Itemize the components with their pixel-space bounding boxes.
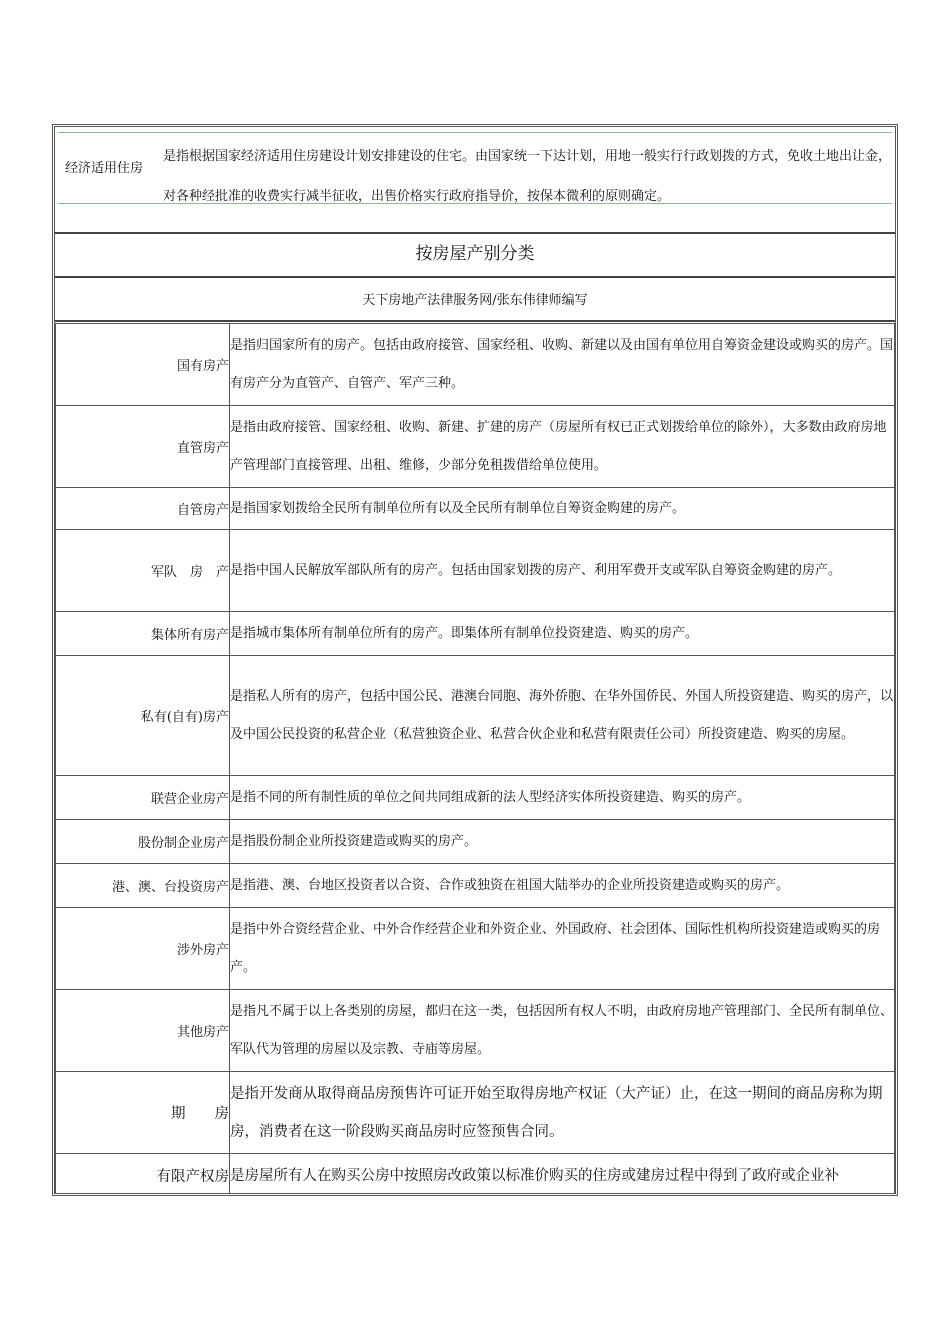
table-row bbox=[56, 324, 895, 406]
row-definition: 是指港、澳、台地区投资者以合资、合作或独资在祖国大陆举办的企业所投资建造或购买的房产。 bbox=[230, 864, 895, 908]
row-term: 其他房产 bbox=[56, 990, 230, 1072]
row-term: 港、澳、台投资房产 bbox=[56, 864, 230, 908]
classification-table bbox=[55, 323, 895, 1196]
table-row bbox=[56, 488, 895, 530]
row-term: 私有(自有)房产 bbox=[56, 656, 230, 776]
divider bbox=[58, 203, 892, 204]
table-row bbox=[56, 612, 895, 656]
document-frame bbox=[52, 124, 898, 1196]
row-definition: 是指国家划拨给全民所有制单位所有以及全民所有制单位自筹资金购建的房产。 bbox=[230, 488, 895, 530]
intro-term: 经济适用住房 bbox=[65, 161, 144, 176]
row-term: 期 房 bbox=[56, 1072, 230, 1154]
row-term: 联营企业房产 bbox=[56, 776, 230, 820]
intro-block bbox=[55, 127, 895, 231]
row-definition: 是指归国家所有的房产。包括由政府接管、国家经租、收购、新建以及由国有单位用自筹资金建设或购买的房产。国有房产分为直管产、自管产、军产三种。 bbox=[230, 324, 895, 406]
divider bbox=[55, 320, 895, 322]
row-term: 涉外房产 bbox=[56, 908, 230, 990]
row-definition: 是指城市集体所有制单位所有的房产。即集体所有制单位投资建造、购买的房产。 bbox=[230, 612, 895, 656]
row-term: 国有房产 bbox=[56, 324, 230, 406]
row-term: 直管房产 bbox=[56, 406, 230, 488]
row-definition: 是指中外合资经营企业、中外合作经营企业和外资企业、外国政府、社会团体、国际性机构所投资建造或购买的房产。 bbox=[230, 908, 895, 990]
row-definition: 是指不同的所有制性质的单位之间共同组成新的法人型经济实体所投资建造、购买的房产。 bbox=[230, 776, 895, 820]
table-row bbox=[56, 776, 895, 820]
row-term: 自管房产 bbox=[56, 488, 230, 530]
row-term: 股份制企业房产 bbox=[56, 820, 230, 864]
row-definition: 是指股份制企业所投资建造或购买的房产。 bbox=[230, 820, 895, 864]
table-row bbox=[56, 1072, 895, 1154]
row-definition: 是指私人所有的房产，包括中国公民、港澳台同胞、海外侨胞、在华外国侨民、外国人所投资建造、购买的房产，以及中国公民投资的私营企业（私营独资企业、私营合伙企业和私营有限责任公司）所投资建造、购买的房屋。 bbox=[230, 656, 895, 776]
table-row bbox=[56, 656, 895, 776]
divider bbox=[58, 132, 892, 133]
row-term: 军队 房 产 bbox=[56, 530, 230, 612]
table-row bbox=[56, 990, 895, 1072]
intro-definition: 是指根据国家经济适用住房建设计划安排建设的住宅。由国家统一下达计划，用地一般实行行政划拨的方式，免收土地出让金，对各种经批准的收费实行减半征收，出售价格实行政府指导价，按保本微利的原则确定。 bbox=[163, 149, 892, 204]
table-row bbox=[56, 406, 895, 488]
divider bbox=[55, 276, 895, 278]
table-row bbox=[56, 530, 895, 612]
row-definition: 是房屋所有人在购买公房中按照房改政策以标准价购买的住房或建房过程中得到了政府或企业补 bbox=[230, 1154, 895, 1197]
row-term: 集体所有房产 bbox=[56, 612, 230, 656]
table-row bbox=[56, 908, 895, 990]
row-definition: 是指由政府接管、国家经租、收购、新建、扩建的房产（房屋所有权已正式划拨给单位的除外），大多数由政府房地产管理部门直接管理、出租、维修，少部分免租拨借给单位使用。 bbox=[230, 406, 895, 488]
row-definition: 是指凡不属于以上各类别的房屋，都归在这一类，包括因所有权人不明，由政府房地产管理部门、全民所有制单位、军队代为管理的房屋以及宗教、寺庙等房屋。 bbox=[230, 990, 895, 1072]
section-title: 按房屋产别分类 bbox=[415, 244, 535, 264]
row-definition: 是指开发商从取得商品房预售许可证开始至取得房地产权证（大产证）止，在这一期间的商品房称为期房，消费者在这一阶段购买商品房时应签预售合同。 bbox=[230, 1072, 895, 1154]
row-term: 有限产权房 bbox=[56, 1154, 230, 1197]
row-definition: 是指中国人民解放军部队所有的房产。包括由国家划拨的房产、利用军费开支或军队自筹资金购建的房产。 bbox=[230, 530, 895, 612]
section-subtitle: 天下房地产法律服务网/张东伟律师编写 bbox=[362, 293, 588, 308]
table-row bbox=[56, 864, 895, 908]
divider bbox=[55, 232, 895, 234]
table-row bbox=[56, 1154, 895, 1197]
table-row bbox=[56, 820, 895, 864]
